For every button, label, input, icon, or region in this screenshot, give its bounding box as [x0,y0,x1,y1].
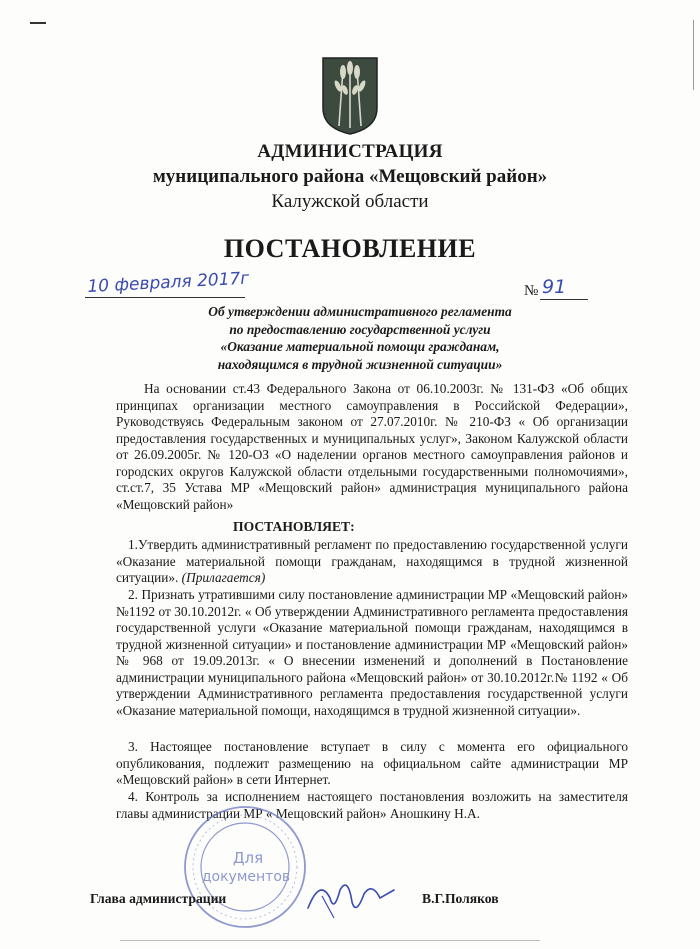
handwritten-number: 91 [542,276,567,298]
signatory-position: Глава администрации [90,891,227,906]
document-subject [190,303,530,373]
item-2-paragraph: 2. Признать утратившими силу постановление администрации МР «Мещовский район» №1192 от 30.10.2012г. « Об утверждении Административного регламента предоставления государственной услуги «Оказание материальной помощи гражданам, находящимся в трудной жизненной ситуации» и постановление администрации МР «Мещовский район» № 968 от 19.09.2013г. « О внесении изменений и дополнений в Постановление администрации муниципального района «Мещовский район» от 30.10.2012г.№ 1192 « Об утверждении Административного регламента предоставления государственной услуги «Оказание материальной помощи, находящимся в трудной жизненной ситуации». [116,587,628,718]
item-1-text: 1.Утвердить административный регламент по предоставлению государственной услуги «Оказание материальной помощи гражданам, находящимся в трудной жизненной ситуации». [116,537,628,585]
signatory-name: В.Г.Поляков [422,891,499,906]
scan-edge-line [693,20,694,90]
scan-edge-line-bottom [120,940,540,941]
subject-line: находящимся в трудной жизненной ситуации» [217,356,503,372]
item-1-note: (Прилагается) [178,570,266,585]
item-1-paragraph [116,537,628,587]
scan-mark [30,22,46,24]
round-stamp [180,805,310,930]
number-underline [540,299,588,300]
stamp-line-2: документов [201,869,291,885]
stamp-line-1: Для [232,849,264,867]
document-type-title: ПОСТАНОВЛЕНИЕ [223,234,477,263]
subject-line: «Оказание материальной помощи гражданам, [220,339,500,354]
region-name: Калужской области [271,191,429,212]
municipality-name: муниципального района «Мещовский район» [152,166,548,187]
handwritten-date: 10 февраля 2017г [86,268,250,297]
subject-line: по предоставлению государственной услуги [229,321,491,337]
item-4-paragraph: 4. Контроль за исполнением настоящего постановления возложить на заместителя главы администрации МР « Мещовский район» Аношкину Н.А. [116,789,628,821]
coat-of-arms-emblem [321,56,379,136]
date-underline [85,297,245,298]
number-label: № [524,283,539,299]
resolve-heading: ПОСТАНОВЛЯЕТ: [233,519,355,534]
subject-line: Об утверждении административного регламента [208,304,512,319]
item-3-paragraph: 3. Настоящее постановление вступает в силу с момента его официального опубликования, подлежит размещению на официальном сайте администрации МР «Мещовский район» в сети Интернет. [116,739,628,787]
preamble-paragraph: На основании ст.43 Федерального Закона от 06.10.2003г. № 131-ФЗ «Об общих принципах организации местного самоуправления в Российской Федерации», Руководствуясь Федеральным законом от 27.07.2010г. № 210-ФЗ « Об организации предоставления государственных и муниципальных услуг», Законом Калужской области от 26.09.2005г. № 120-ОЗ «О наделении органов местного самоуправления районов и городских округов Калужской области отдельными государственными полномочиями», ст.ст.7, 35 Устава МР «Мещовский район» администрация муниципального района «Мещовский район» [116,381,628,512]
handwritten-signature [300,868,400,928]
organization-name: АДМИНИСТРАЦИЯ [257,141,443,162]
